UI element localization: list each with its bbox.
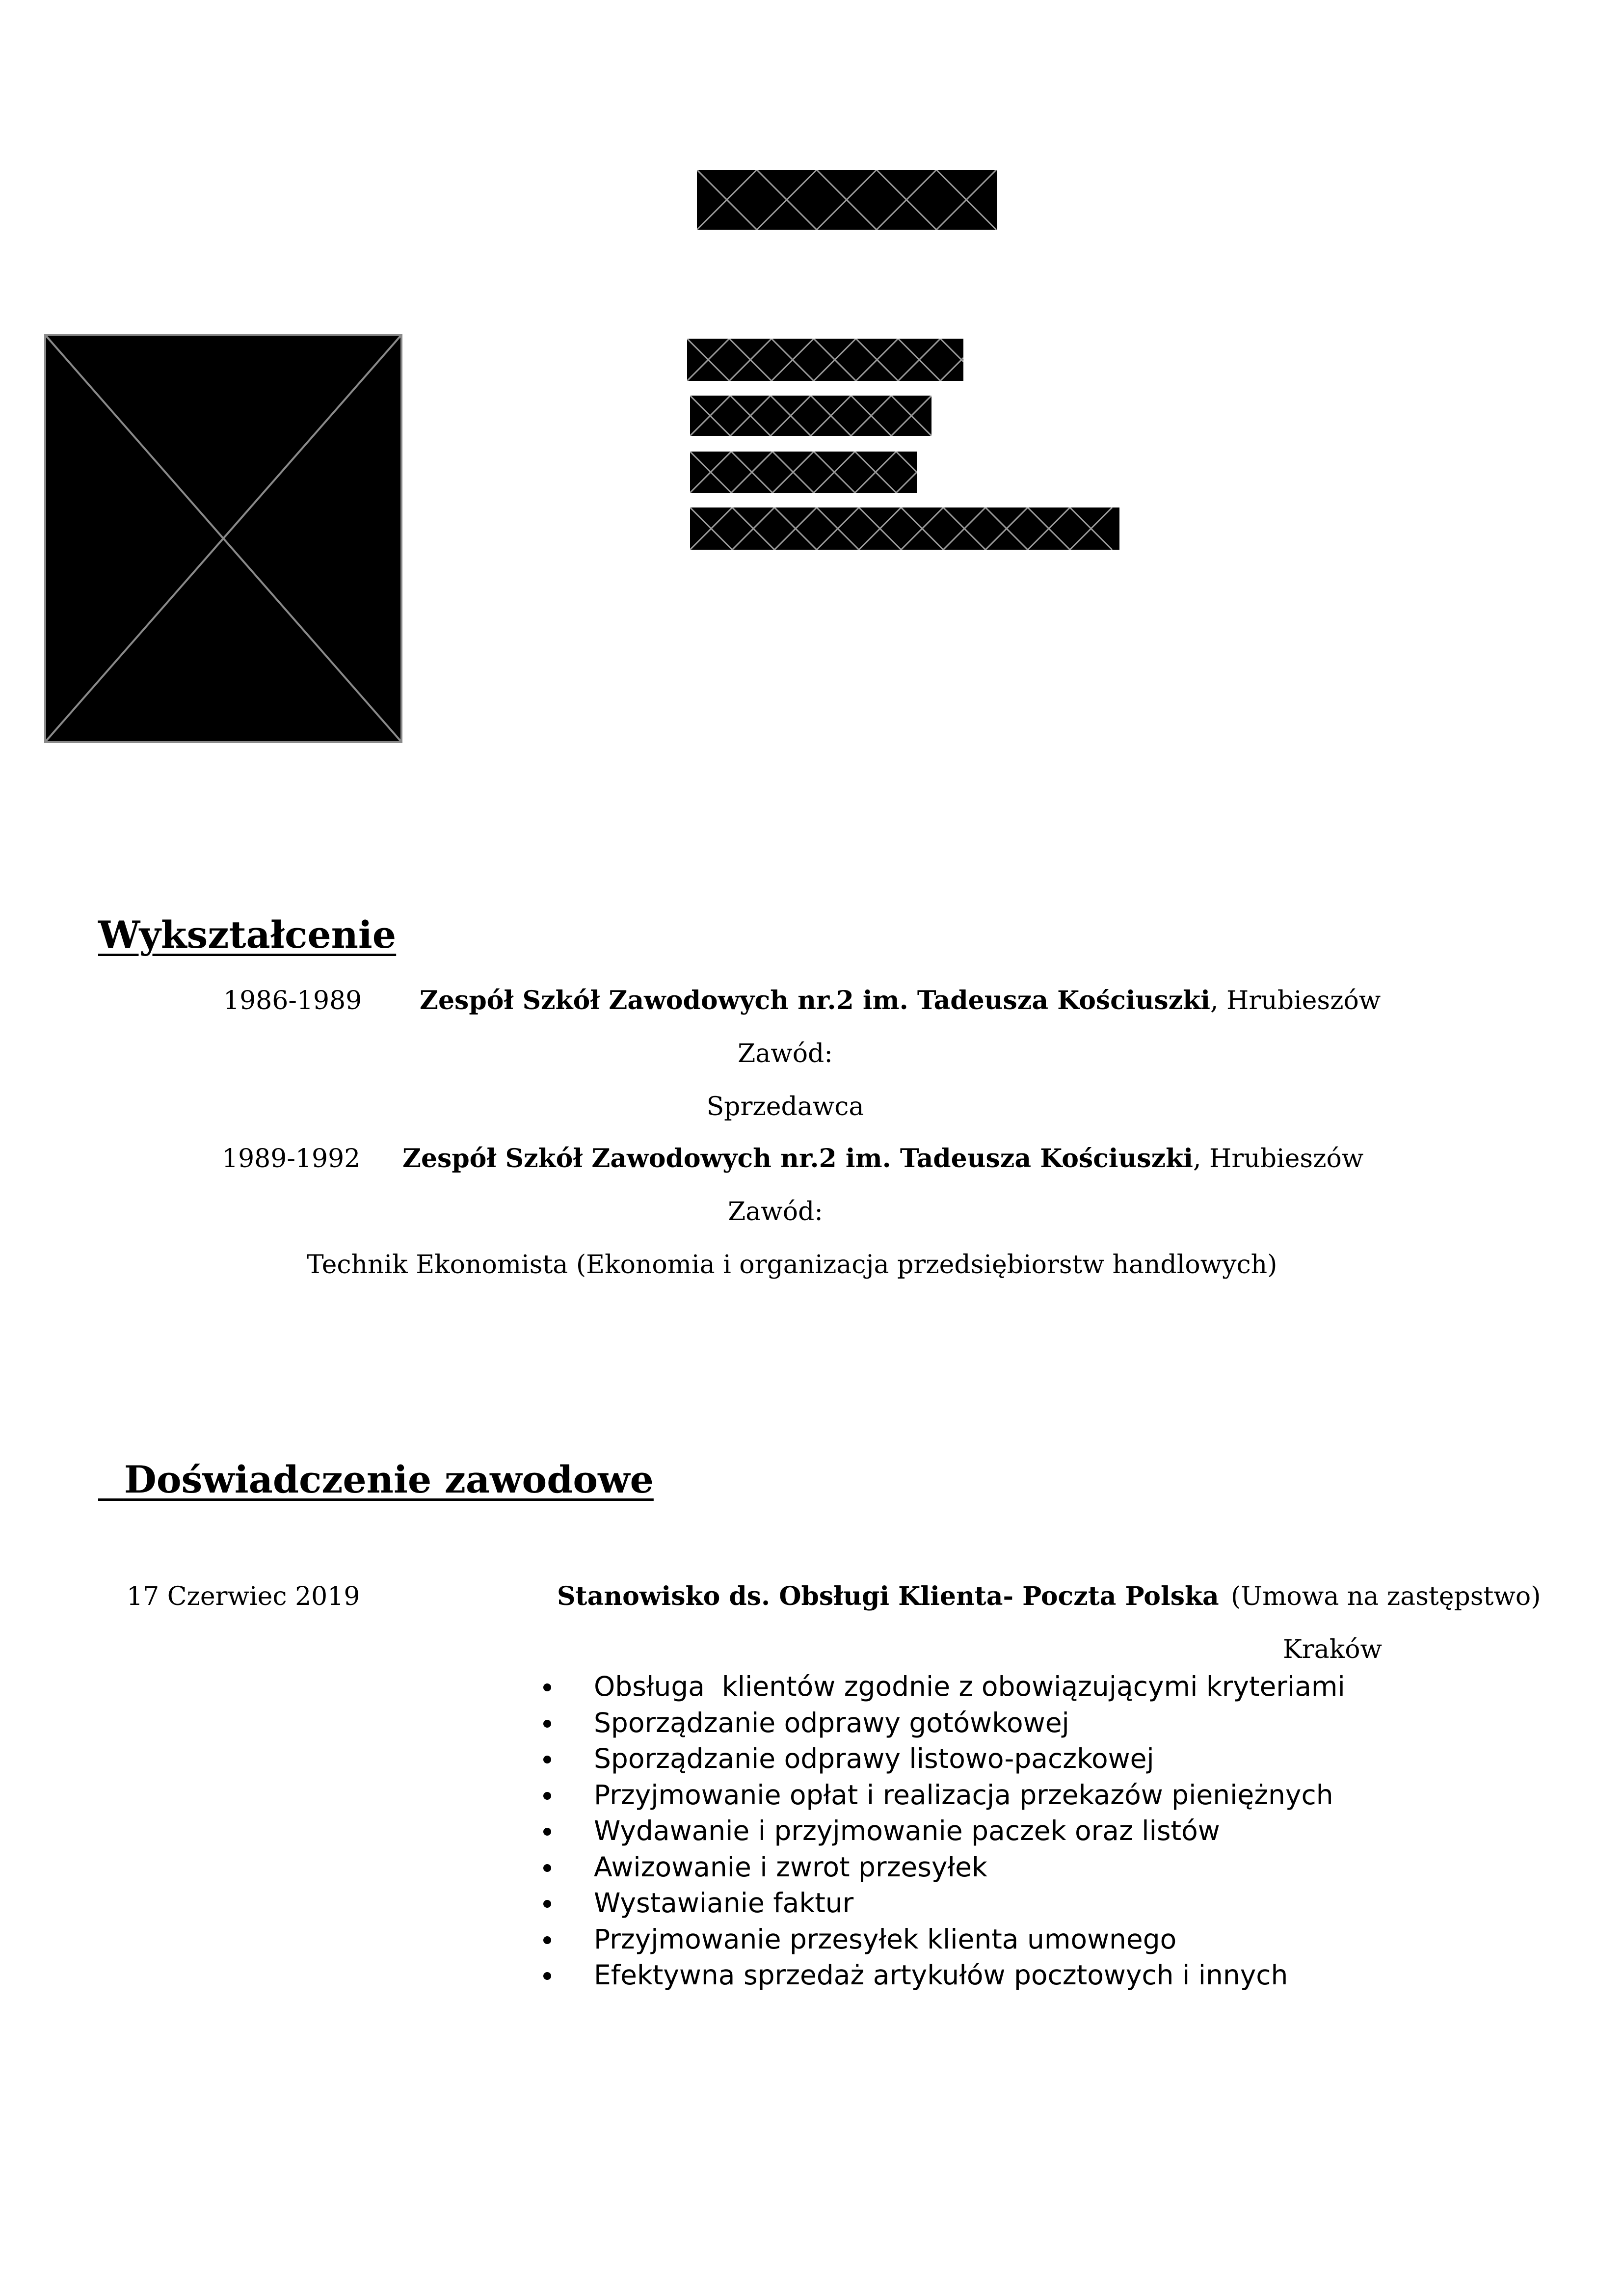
experience-entry-position: Stanowisko ds. Obsługi Klienta- Poczta Polska: [557, 1581, 1219, 1611]
education-entry-1-years: 1986-1989: [223, 986, 362, 1015]
experience-heading: Doświadczenie zawodowe: [124, 1458, 654, 1501]
duty-item: Awizowanie i zwrot przesyłek: [540, 1849, 1345, 1886]
redacted-contact-line-2: [690, 396, 931, 436]
education-entry-1-profession-label: Zawód:: [738, 1039, 833, 1068]
duty-item: Efektywna sprzedaż artykułów pocztowych i innych: [540, 1957, 1345, 1994]
redacted-contact-line-4: [690, 507, 1119, 550]
duty-item: Wystawianie faktur: [540, 1885, 1345, 1922]
experience-duties-list: [540, 1669, 1345, 1994]
photo-placeholder: [44, 334, 402, 743]
experience-entry-city: Kraków: [1283, 1635, 1383, 1664]
education-entry-1-profession: Sprzedawca: [706, 1092, 864, 1121]
experience-entry-contract: (Umowa na zastępstwo): [1231, 1582, 1541, 1611]
duty-item: Obsługa klientów zgodnie z obowiązującymi kryteriami: [540, 1669, 1345, 1705]
duty-item: Przyjmowanie przesyłek klienta umownego: [540, 1922, 1345, 1958]
education-entry-1-school-line: [420, 986, 1381, 1016]
duty-item: Przyjmowanie opłat i realizacja przekazów pieniężnych: [540, 1777, 1345, 1814]
education-entry-1-school: Zespół Szkół Zawodowych nr.2 im. Tadeusza Kościuszki: [420, 986, 1210, 1015]
redacted-contact-line-1: [687, 339, 963, 381]
education-entry-2-school: Zespół Szkół Zawodowych nr.2 im. Tadeusza Kościuszki: [402, 1144, 1193, 1174]
education-entry-2-years: 1989-1992: [222, 1144, 361, 1174]
redacted-contact-line-3: [690, 452, 917, 493]
duty-item: Wydawanie i przyjmowanie paczek oraz listów: [540, 1813, 1345, 1849]
education-entry-2-school-line: [402, 1144, 1363, 1174]
redacted-name-block: [697, 170, 997, 230]
duty-item: Sporządzanie odprawy listowo-paczkowej: [540, 1741, 1345, 1777]
education-entry-2-profession: Technik Ekonomista (Ekonomia i organizacja przedsiębiorstw handlowych): [307, 1250, 1277, 1280]
experience-entry-date: 17 Czerwiec 2019: [127, 1582, 360, 1611]
education-entry-2-profession-label: Zawód:: [728, 1197, 823, 1227]
duty-item: Sporządzanie odprawy gotówkowej: [540, 1705, 1345, 1741]
education-entry-1-city: , Hrubieszów: [1210, 986, 1381, 1015]
education-heading: Wykształcenie: [98, 913, 397, 957]
education-entry-2-city: , Hrubieszów: [1193, 1144, 1364, 1174]
